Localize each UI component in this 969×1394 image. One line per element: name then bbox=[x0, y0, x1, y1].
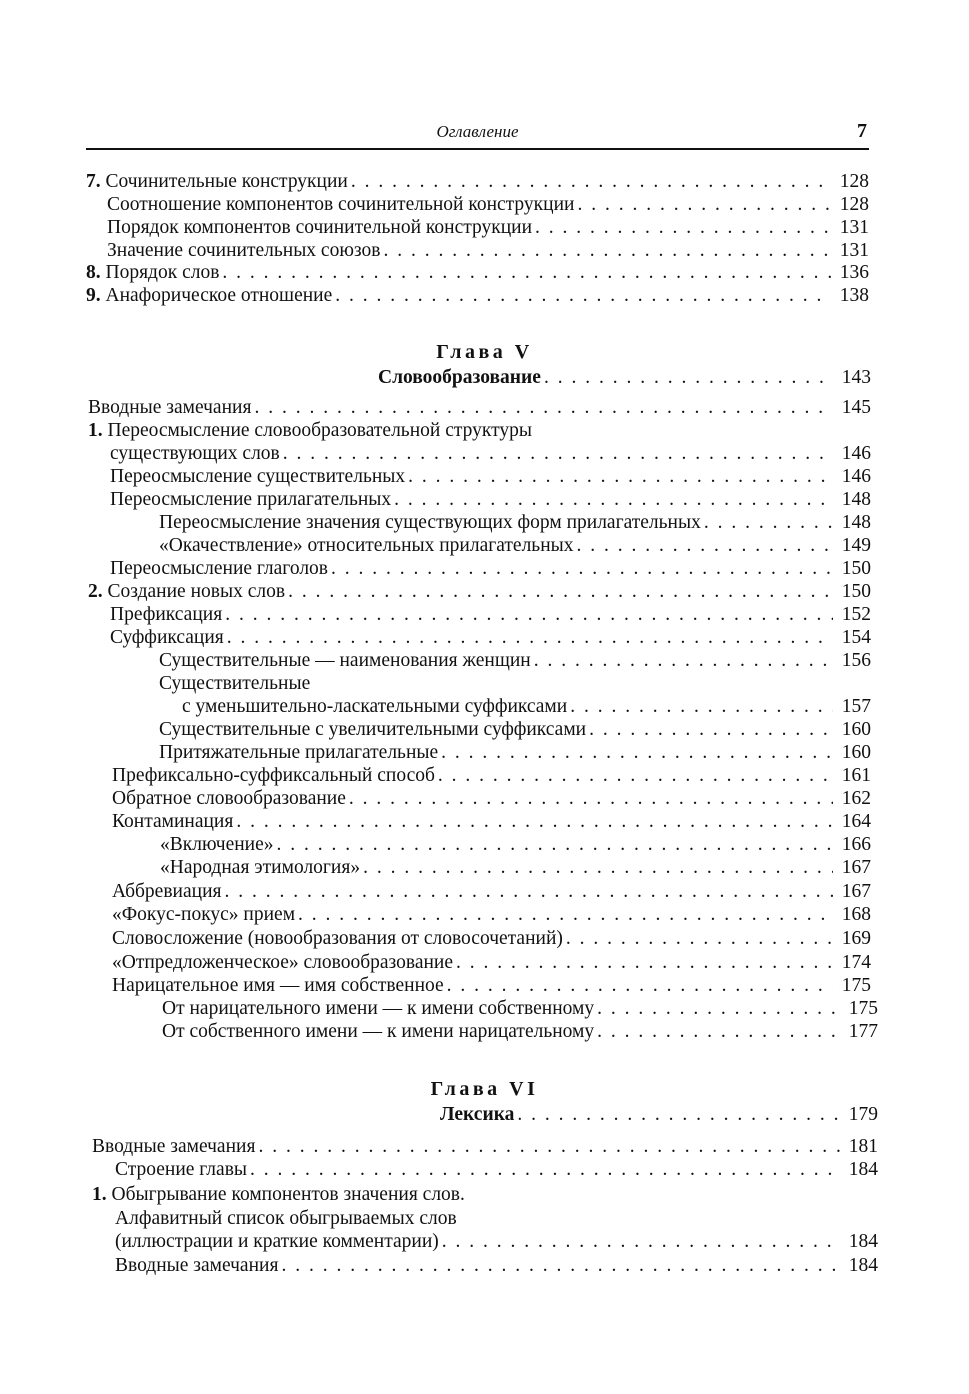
entry-title: Переосмысление значения существующих форм прилагательных bbox=[159, 512, 701, 533]
entry-page: 148 bbox=[841, 489, 871, 510]
entry-title: «Включение» bbox=[160, 834, 274, 855]
toc-entry[interactable] bbox=[110, 442, 871, 465]
entry-page: 184 bbox=[848, 1159, 878, 1180]
entry-title: Существительные bbox=[159, 673, 311, 694]
entry-page: 146 bbox=[841, 443, 871, 464]
entry-title: Порядок слов bbox=[105, 262, 220, 283]
toc-entry[interactable] bbox=[112, 810, 871, 833]
running-title: Оглавление bbox=[436, 122, 519, 141]
entry-page: 150 bbox=[841, 558, 871, 579]
toc-entry[interactable] bbox=[86, 284, 869, 307]
dot-leader bbox=[570, 695, 833, 718]
toc-entry[interactable] bbox=[159, 649, 871, 672]
entry-title: От нарицательного имени — к имени собственному bbox=[162, 998, 595, 1019]
section-number: 1. bbox=[88, 420, 103, 441]
entry-page: 167 bbox=[841, 881, 871, 902]
dot-leader bbox=[438, 764, 833, 787]
entry-title: От собственного имени — к имени нарицательному bbox=[162, 1021, 595, 1042]
dot-leader bbox=[277, 833, 833, 856]
chapter-title: Лексика bbox=[440, 1104, 515, 1125]
entry-title: Переосмысление прилагательных bbox=[110, 489, 392, 510]
entry-title: Переосмысление существительных bbox=[110, 466, 406, 487]
entry-page: 157 bbox=[841, 696, 871, 717]
section-number: 8. bbox=[86, 262, 101, 283]
entry-page: 177 bbox=[848, 1021, 878, 1042]
entry-page: 164 bbox=[841, 811, 871, 832]
toc-entry[interactable] bbox=[159, 511, 871, 534]
entry-title: Существительные с увеличительными суффиксами bbox=[159, 719, 587, 740]
dot-leader bbox=[589, 718, 833, 741]
chapter-label: Глава VI bbox=[430, 1078, 539, 1100]
dot-leader bbox=[363, 856, 833, 879]
dot-leader bbox=[281, 1254, 840, 1277]
entry-page: 175 bbox=[841, 975, 871, 996]
entry-title: Сочинительные конструкции bbox=[105, 171, 348, 192]
dot-leader bbox=[577, 193, 831, 216]
entry-title: «Окачествление» относительных прилагательных bbox=[159, 535, 574, 556]
dot-leader bbox=[441, 741, 833, 764]
dot-leader bbox=[258, 1135, 840, 1158]
entry-page: 160 bbox=[841, 742, 871, 763]
entry-title: Анафорическое отношение bbox=[105, 285, 333, 306]
toc-entry[interactable] bbox=[159, 718, 871, 741]
toc-entry[interactable] bbox=[115, 1207, 878, 1230]
toc-entry[interactable] bbox=[159, 741, 871, 764]
entry-title: «Фокус-покус» прием bbox=[112, 904, 296, 925]
entry-title: Контаминация bbox=[112, 811, 234, 832]
entry-title: с уменьшительно-ласкательными суффиксами bbox=[182, 696, 568, 717]
dot-leader bbox=[544, 366, 833, 389]
entry-page: 146 bbox=[841, 466, 871, 487]
toc-entry[interactable] bbox=[112, 974, 871, 997]
entry-title: «Отпредложенческое» словообразование bbox=[112, 952, 454, 973]
dot-leader bbox=[517, 1103, 840, 1126]
dot-leader bbox=[534, 649, 833, 672]
entry-page: 167 bbox=[841, 857, 871, 878]
entry-title: Порядок компонентов сочинительной конструкции bbox=[107, 217, 533, 238]
entry-title: Алфавитный список обыгрываемых слов bbox=[115, 1208, 457, 1229]
entry-title: Притяжательные прилагательные bbox=[159, 742, 439, 763]
entry-title: существующих слов bbox=[110, 443, 280, 464]
entry-page: 169 bbox=[841, 928, 871, 949]
dot-leader bbox=[283, 442, 833, 465]
toc-entry[interactable] bbox=[88, 580, 871, 603]
toc-entry[interactable] bbox=[162, 997, 878, 1020]
toc-entry[interactable] bbox=[115, 1158, 878, 1181]
entry-title: (иллюстрации и краткие комментарии) bbox=[115, 1231, 439, 1252]
toc-entry[interactable] bbox=[112, 764, 871, 787]
entry-page: 143 bbox=[841, 367, 871, 388]
toc-entry[interactable] bbox=[110, 603, 871, 626]
entry-title: Префиксально-суффиксальный способ bbox=[112, 765, 435, 786]
toc-entry[interactable] bbox=[107, 216, 869, 239]
toc-entry[interactable] bbox=[112, 927, 871, 950]
toc-entry[interactable] bbox=[159, 672, 871, 695]
toc-entry[interactable] bbox=[159, 534, 871, 557]
entry-title: Строение главы bbox=[115, 1159, 248, 1180]
entry-page: 166 bbox=[841, 834, 871, 855]
entry-page: 150 bbox=[841, 581, 871, 602]
toc-entry[interactable] bbox=[110, 557, 871, 580]
toc-entry[interactable] bbox=[88, 419, 871, 442]
entry-page: 162 bbox=[841, 788, 871, 809]
toc-entry[interactable] bbox=[107, 239, 869, 262]
section-number: 2. bbox=[88, 581, 103, 602]
dot-leader bbox=[288, 580, 833, 603]
entry-page: 160 bbox=[841, 719, 871, 740]
dot-leader bbox=[224, 880, 833, 903]
chapter-title-entry[interactable] bbox=[440, 1103, 878, 1126]
dot-leader bbox=[331, 557, 833, 580]
entry-page: 128 bbox=[839, 194, 869, 215]
entry-page: 179 bbox=[848, 1104, 878, 1125]
entry-title: Создание новых слов bbox=[107, 581, 286, 602]
dot-leader bbox=[351, 170, 831, 193]
entry-page: 149 bbox=[841, 535, 871, 556]
dot-leader bbox=[349, 787, 833, 810]
dot-leader bbox=[227, 626, 833, 649]
section-number: 9. bbox=[86, 285, 101, 306]
toc-entry[interactable] bbox=[160, 833, 871, 856]
dot-leader bbox=[225, 603, 833, 626]
dot-leader bbox=[408, 465, 833, 488]
entry-title: Обыгрывание компонентов значения слов. bbox=[111, 1184, 465, 1205]
section-number: 7. bbox=[86, 171, 101, 192]
toc-entry[interactable] bbox=[88, 396, 871, 419]
entry-title: Существительные — наименования женщин bbox=[159, 650, 531, 671]
entry-page: 184 bbox=[848, 1231, 878, 1252]
toc-entry[interactable] bbox=[112, 787, 871, 810]
toc-entry[interactable] bbox=[110, 626, 871, 649]
toc-entry[interactable] bbox=[115, 1254, 878, 1277]
entry-title: Вводные замечания bbox=[92, 1136, 256, 1157]
entry-title: Значение сочинительных союзов bbox=[107, 240, 381, 261]
entry-page: 152 bbox=[841, 604, 871, 625]
dot-leader bbox=[704, 511, 833, 534]
entry-title: Переосмысление глаголов bbox=[110, 558, 329, 579]
header-rule bbox=[86, 148, 869, 150]
entry-title: Вводные замечания bbox=[115, 1255, 279, 1276]
dot-leader bbox=[236, 810, 833, 833]
toc-entry[interactable] bbox=[92, 1183, 878, 1206]
entry-title: Префиксация bbox=[110, 604, 223, 625]
entry-page: 184 bbox=[848, 1255, 878, 1276]
entry-title: Вводные замечания bbox=[88, 397, 252, 418]
entry-title: Суффиксация bbox=[110, 627, 224, 648]
dot-leader bbox=[394, 488, 833, 511]
dot-leader bbox=[254, 396, 833, 419]
dot-leader bbox=[298, 903, 833, 926]
toc-entry[interactable] bbox=[92, 1135, 878, 1158]
entry-page: 145 bbox=[841, 397, 871, 418]
entry-page: 156 bbox=[841, 650, 871, 671]
toc-entry[interactable] bbox=[160, 856, 871, 879]
dot-leader bbox=[535, 216, 831, 239]
entry-page: 131 bbox=[839, 240, 869, 261]
entry-page: 174 bbox=[841, 952, 871, 973]
toc-entry[interactable] bbox=[86, 261, 869, 284]
page-number: 7 bbox=[857, 120, 867, 142]
entry-title: Обратное словообразование bbox=[112, 788, 346, 809]
entry-title: Соотношение компонентов сочинительной конструкции bbox=[107, 194, 575, 215]
dot-leader bbox=[442, 1230, 840, 1253]
toc-entry[interactable] bbox=[162, 1020, 878, 1043]
running-header bbox=[86, 120, 869, 146]
entry-page: 138 bbox=[839, 285, 869, 306]
toc-entry[interactable] bbox=[112, 880, 871, 903]
toc-entry[interactable] bbox=[182, 695, 871, 718]
dot-leader bbox=[566, 927, 833, 950]
entry-title: Аббревиация bbox=[112, 881, 222, 902]
dot-leader bbox=[222, 261, 831, 284]
entry-page: 154 bbox=[841, 627, 871, 648]
section-number: 1. bbox=[92, 1184, 107, 1205]
toc-entry[interactable] bbox=[112, 951, 871, 974]
toc-entry[interactable] bbox=[112, 903, 871, 926]
entry-title: Словосложение (новообразования от словосочетаний) bbox=[112, 928, 563, 949]
dot-leader bbox=[250, 1158, 840, 1181]
entry-page: 128 bbox=[839, 171, 869, 192]
entry-page: 175 bbox=[848, 998, 878, 1019]
chapter-label: Глава V bbox=[436, 341, 533, 363]
dot-leader bbox=[576, 534, 833, 557]
chapter-title-entry[interactable] bbox=[378, 366, 871, 389]
toc-entry[interactable] bbox=[115, 1230, 878, 1253]
dot-leader bbox=[456, 951, 833, 974]
dot-leader bbox=[597, 997, 840, 1020]
entry-page: 161 bbox=[841, 765, 871, 786]
dot-leader bbox=[335, 284, 831, 307]
toc-entry[interactable] bbox=[110, 488, 871, 511]
entry-page: 168 bbox=[841, 904, 871, 925]
entry-title: «Народная этимология» bbox=[160, 857, 361, 878]
dot-leader bbox=[597, 1020, 840, 1043]
entry-page: 136 bbox=[839, 262, 869, 283]
entry-page: 181 bbox=[848, 1136, 878, 1157]
toc-entry[interactable] bbox=[107, 193, 869, 216]
dot-leader bbox=[447, 974, 833, 997]
dot-leader bbox=[383, 239, 831, 262]
entry-page: 131 bbox=[839, 217, 869, 238]
entry-page: 148 bbox=[841, 512, 871, 533]
chapter-title: Словообразование bbox=[378, 367, 541, 388]
entry-title: Переосмысление словообразовательной структуры bbox=[107, 420, 532, 441]
toc-entry[interactable] bbox=[110, 465, 871, 488]
toc-entry[interactable] bbox=[86, 170, 869, 193]
entry-title: Нарицательное имя — имя собственное bbox=[112, 975, 444, 996]
